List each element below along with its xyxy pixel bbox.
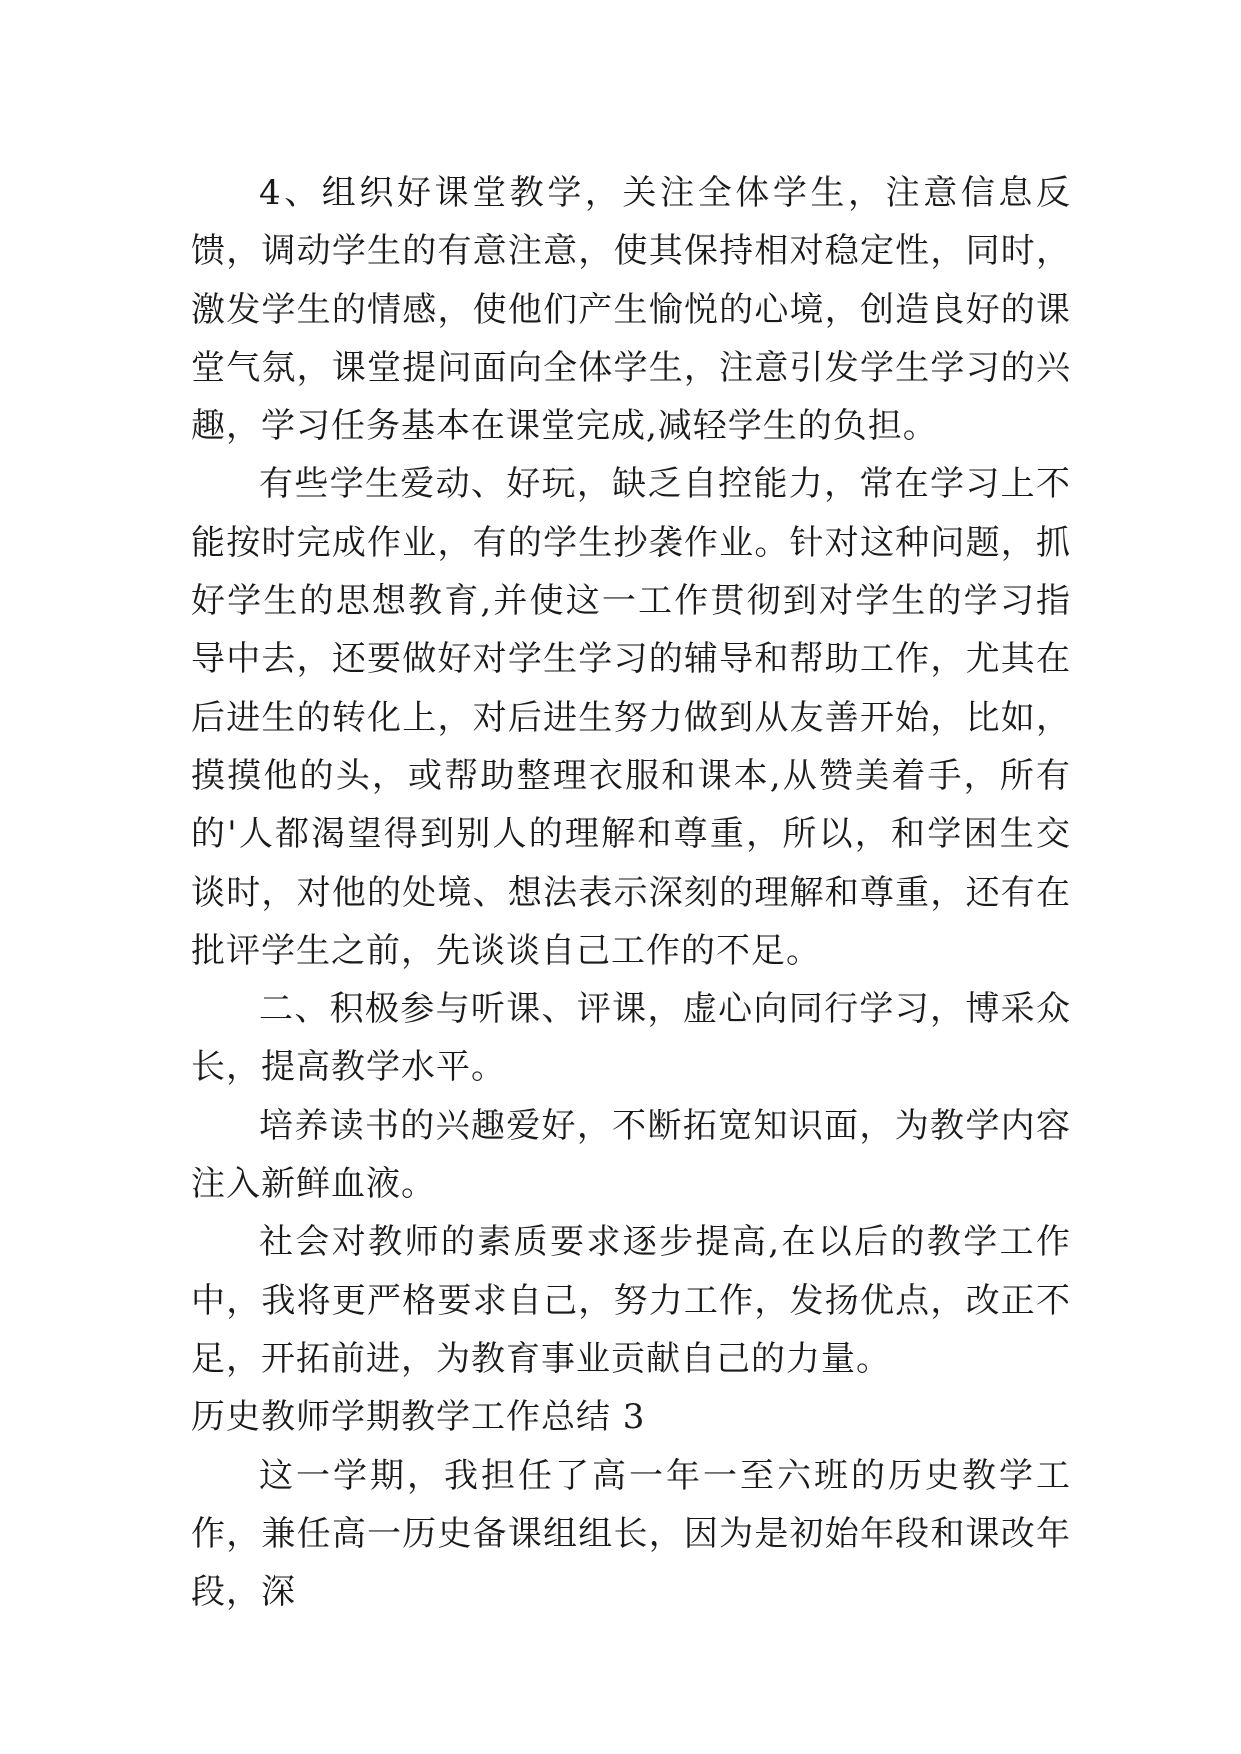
paragraph-history-teaching: 这一学期，我担任了高一年一至六班的历史教学工作，兼任高一历史备课组组长，因为是初始年段和课改年段，深	[191, 1455, 1071, 1613]
paragraph-student-guidance: 有些学生爱动、好玩，缺乏自控能力，常在学习上不能按时完成作业，有的学生抄袭作业。针对这种问题，抓好学生的思想教育,并使这一工作贯彻到对学生的学习指导中去，还要做好对学生学习的辅导和帮助工作，尤其在后进生的转化上，对后进生努力做到从友善开始，比如，摸摸他的头，或帮助整理衣服和课本,从赞美着手，所有的'人都渴望得到别人的理解和尊重，所以，和学困生交谈时，对他的处境、想法表示深刻的理解和尊重，还有在批评学生之前，先谈谈自己工作的不足。	[191, 464, 1071, 971]
section-heading: 历史教师学期教学工作总结 3	[191, 1397, 646, 1438]
paragraph-classroom-teaching: 4、组织好课堂教学，关注全体学生，注意信息反馈，调动学生的有意注意，使其保持相对稳定性，同时，激发学生的情感，使他们产生愉悦的心境，创造良好的课堂气氛，课堂提问面向全体学生，注意引发学生学习的兴趣，学习任务基本在课堂完成,减轻学生的负担。	[191, 173, 1071, 447]
document-body	[191, 164, 1071, 1621]
paragraph-reading-interest: 培养读书的兴趣爱好，不断拓宽知识面，为教学内容注入新鲜血液。	[191, 1105, 1071, 1205]
paragraph-lesson-observation: 二、积极参与听课、评课，虚心向同行学习，博采众长，提高教学水平。	[191, 989, 1071, 1088]
paragraph-future-commitment: 社会对教师的素质要求逐步提高,在以后的教学工作中，我将更严格要求自己，努力工作，发扬优点，改正不足，开拓前进，为教育事业贡献自己的力量。	[191, 1222, 1071, 1379]
